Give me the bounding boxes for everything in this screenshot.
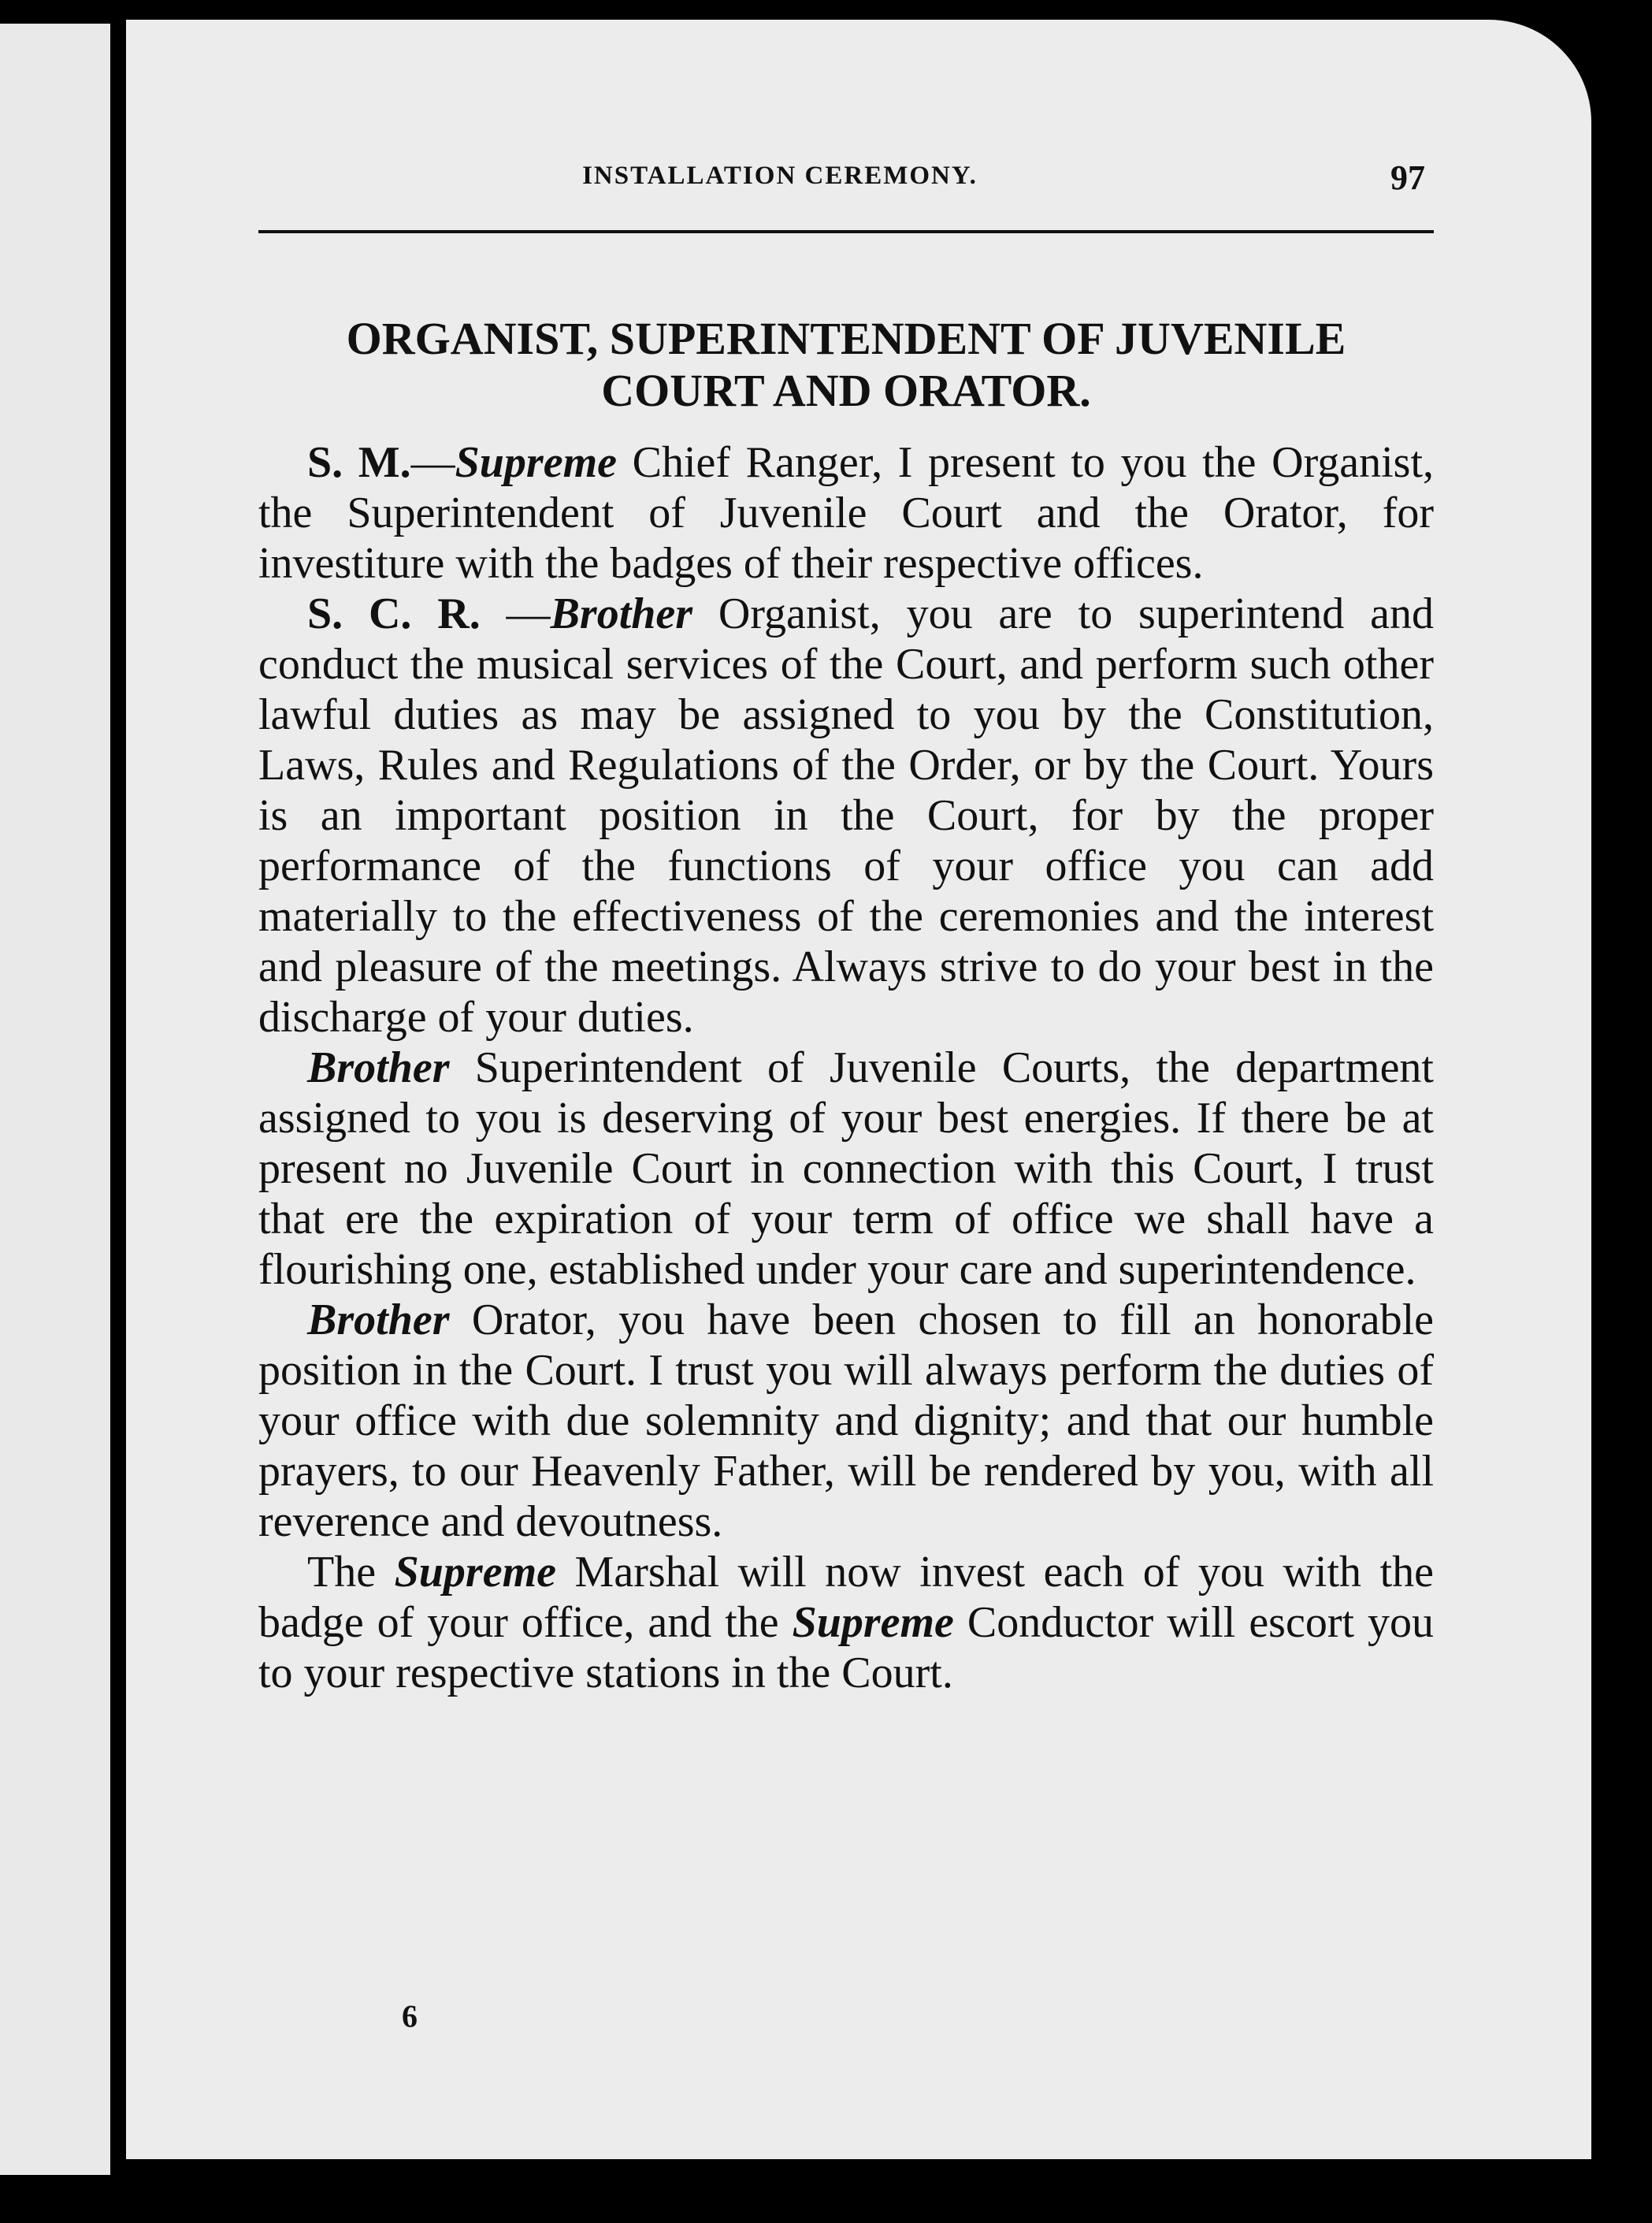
paragraph-text: Superintendent of Juvenile Courts, the department assigned to you is deserving of your best energies. If there be at present no Juvenile Court in connection with this Court, I trust that ere the expiration of your term of office we shall have a flourishing one, established under your care and superintendence.: [258, 1043, 1434, 1294]
italic-title: Supreme: [792, 1598, 954, 1647]
paragraph-text-pre: The: [307, 1548, 395, 1597]
running-title: INSTALLATION CEREMONY.: [582, 162, 978, 190]
speaker-label: S. M.: [307, 438, 411, 487]
section-heading: [258, 313, 1434, 417]
page-number: 97: [1390, 158, 1425, 197]
paragraph-text: Chief Ranger, I present to you the Organist, the Superintendent of Juvenile Court and the Orator, for investiture with the badges of their respective offices.: [258, 438, 1435, 588]
heading-line-2: COURT AND ORATOR.: [601, 365, 1091, 416]
italic-title: Supreme: [394, 1548, 556, 1597]
signature-mark: 6: [402, 1998, 418, 2034]
body-text: [258, 437, 1434, 1698]
paragraph-text-mid: Marshal will now invest each of you with the badge of your office, and the: [258, 1548, 1435, 1647]
italic-title: Brother: [307, 1043, 450, 1092]
paragraph-text: Conductor will escort you to your respective stations in the Court.: [258, 1598, 1434, 1697]
header-rule: [258, 230, 1434, 233]
facing-page-edge: [0, 24, 110, 2175]
paragraph-text: Orator, you have been chosen to fill an honorable position in the Court. I trust you will always perform the duties of your office with due solemnity and dignity; and that our humble prayers, to our Heavenly Father, will be rendered by you, with all reverence and devoutness.: [258, 1296, 1434, 1546]
italic-title: Brother: [550, 589, 693, 638]
dash: —: [410, 438, 455, 487]
dash: —: [480, 589, 551, 638]
paragraph: [258, 1043, 1434, 1295]
italic-title: Supreme: [455, 438, 617, 487]
heading-line-1: ORGANIST, SUPERINTENDENT OF JUVENILE: [346, 313, 1346, 364]
book-page: [126, 20, 1591, 2159]
speaker-label: S. C. R.: [307, 589, 481, 638]
paragraph: [258, 1547, 1434, 1698]
paragraph: [258, 1295, 1434, 1547]
paragraph: [258, 589, 1434, 1043]
italic-title: Brother: [307, 1296, 450, 1344]
paragraph-text: Organist, you are to superintend and conduct the musical services of the Court, and perform such other lawful duties as may be assigned to you by the Constitution, Laws, Rules and Regulations of the Order, or by the Court. Yours is an important position in the Court, for by the proper performance of the functions of your office you can add materially to the effectiveness of the ceremonies and the interest and pleasure of the meetings. Always strive to do your best in the discharge of your duties.: [258, 589, 1435, 1042]
book-spine: [110, 0, 126, 2223]
paragraph: [258, 437, 1434, 589]
